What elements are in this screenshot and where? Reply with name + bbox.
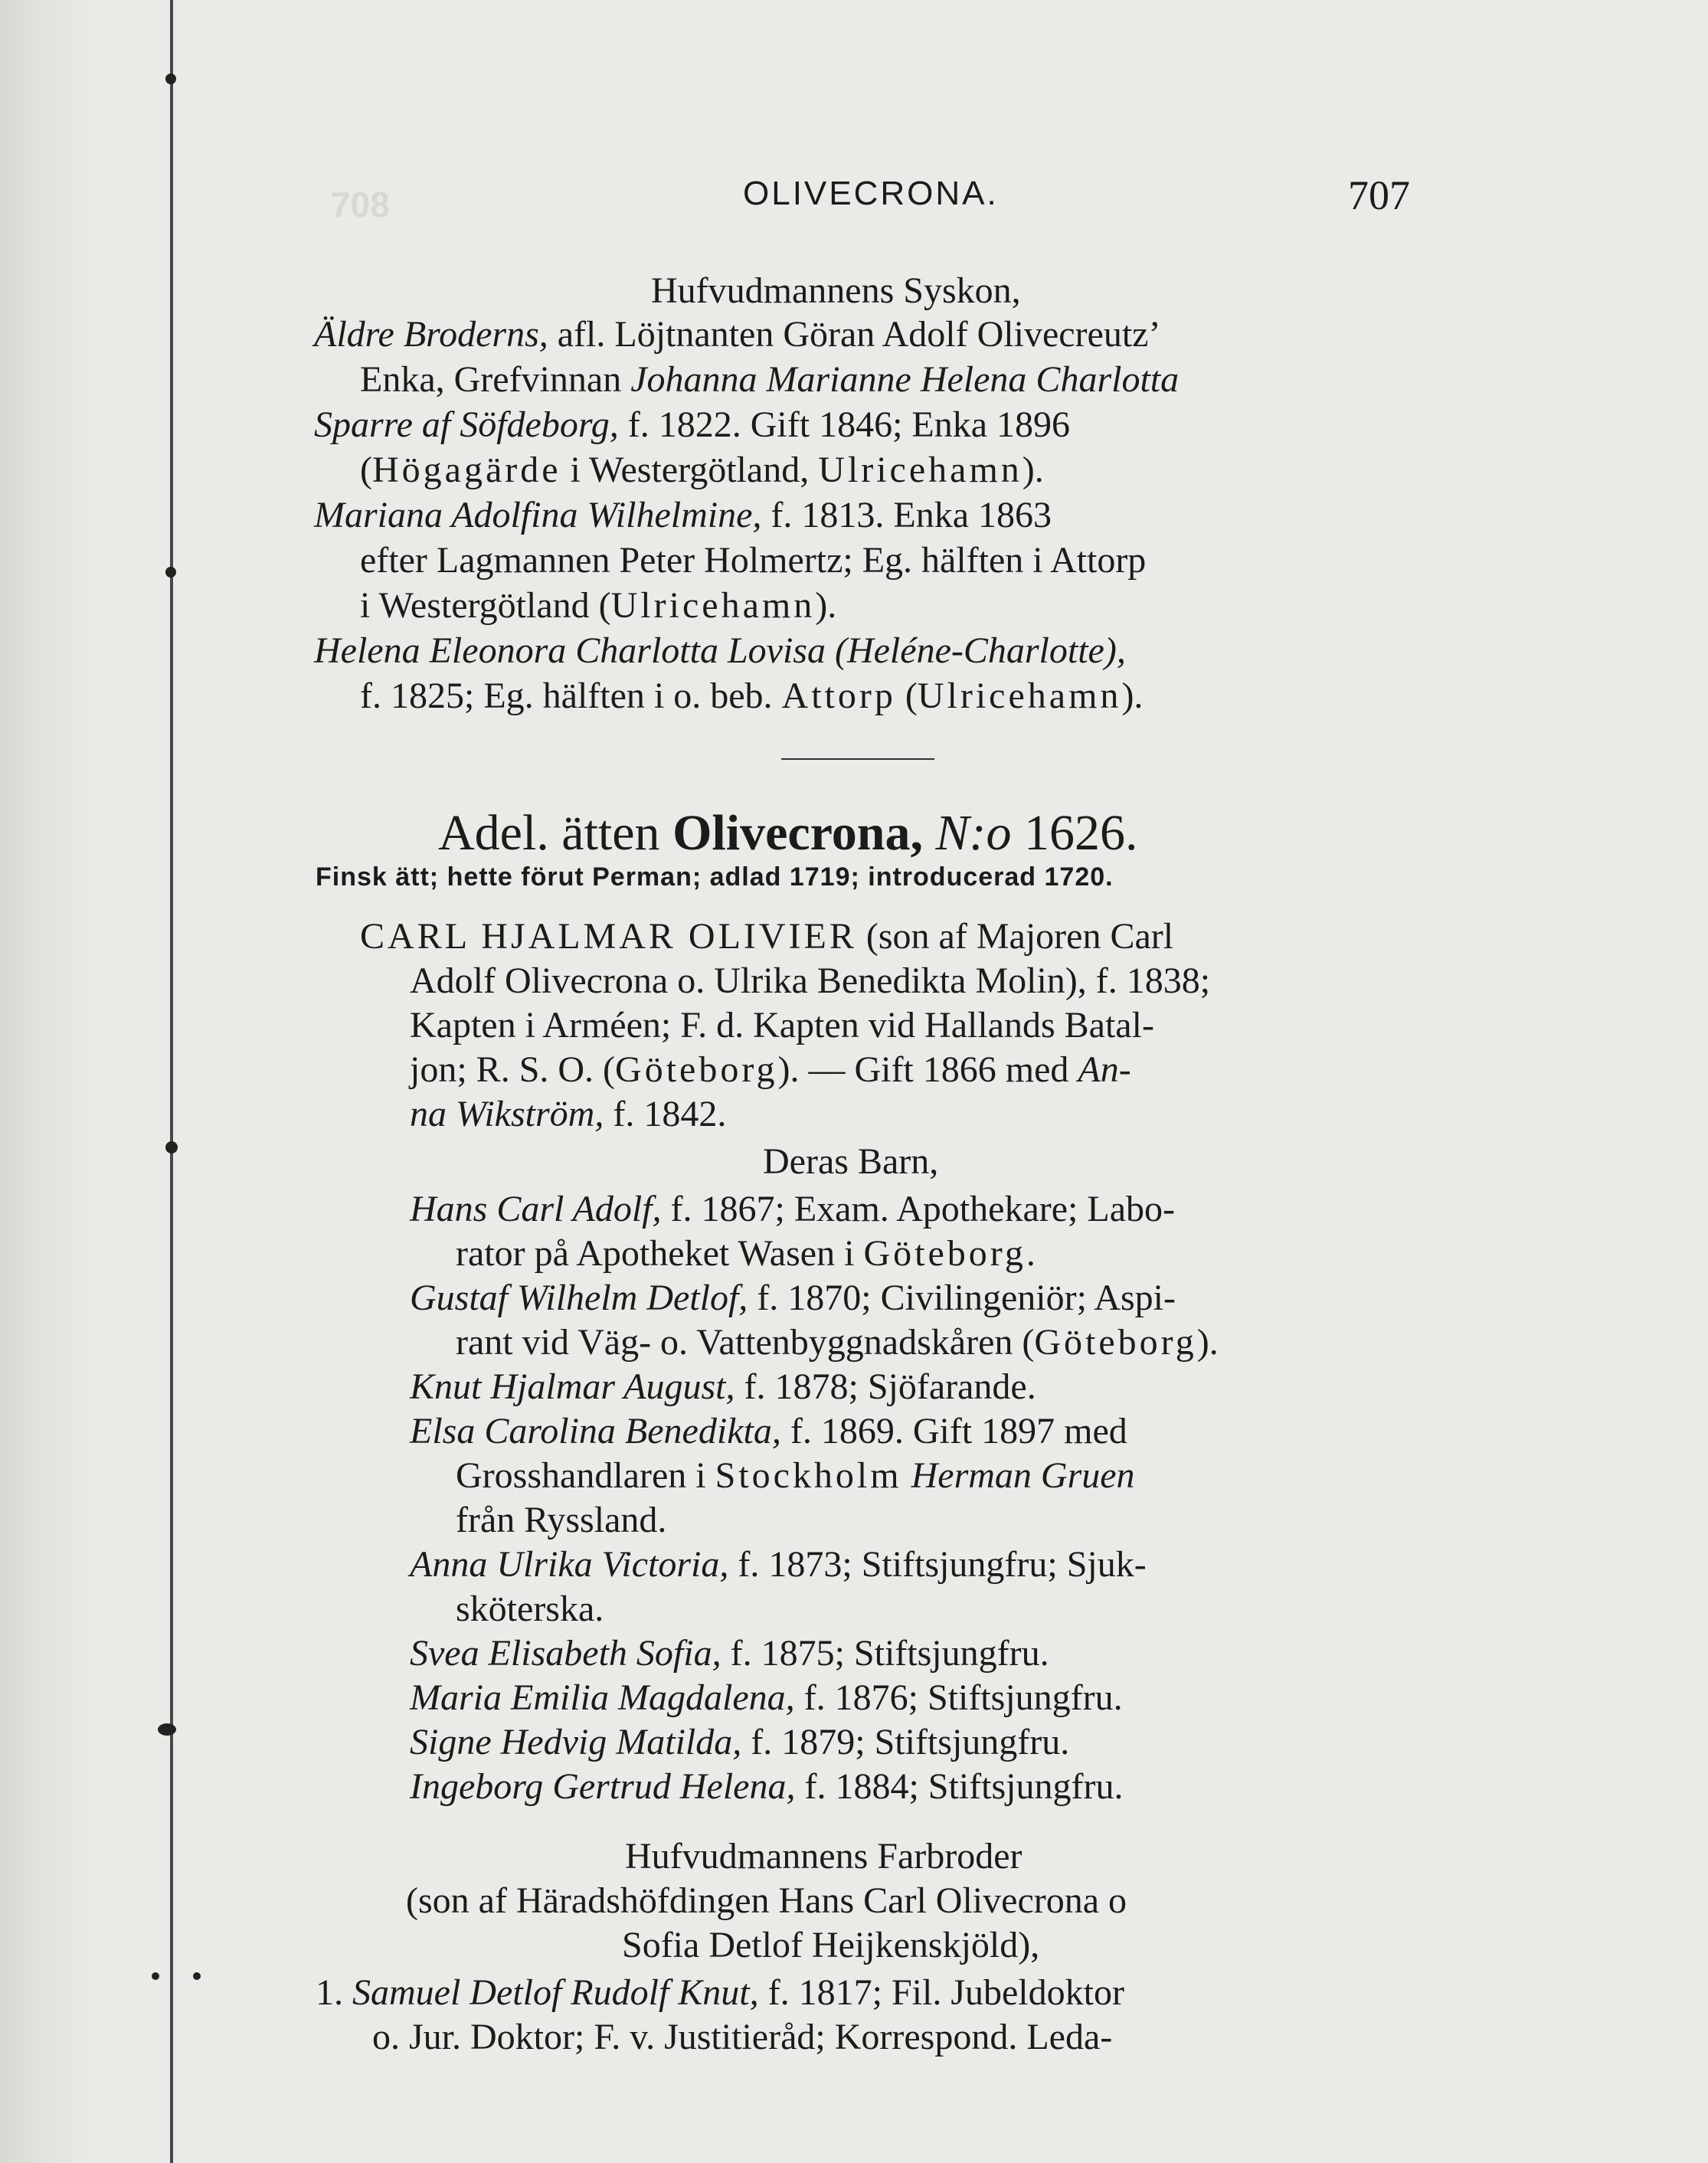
- house-title: [438, 804, 1137, 862]
- page-edge: [0, 0, 100, 2163]
- text-run: Enka, Grefvinnan: [360, 359, 631, 400]
- house-prefix: Adel. ätten: [438, 805, 673, 861]
- text-run: Göteborg: [863, 1233, 1026, 1274]
- child-entry-line: [410, 1280, 1176, 1317]
- edge-mark: [165, 567, 176, 578]
- child-entry-line: [456, 1324, 1219, 1361]
- house-number: 1626.: [1023, 805, 1138, 861]
- edge-mark: [152, 1972, 159, 1980]
- child-entry-line: [410, 1724, 1069, 1761]
- section-heading: Sofia Detlof Heijkenskjöld),: [622, 1925, 1040, 1965]
- child-entry-line: [410, 1546, 1147, 1583]
- child-entry-line: [410, 1677, 1123, 1718]
- child-entry-line: [410, 1366, 1036, 1407]
- child-entry-line: [456, 1455, 1135, 1496]
- entry-line: [360, 359, 1180, 400]
- text-run: (son af Majoren Carl: [856, 916, 1174, 957]
- house-name: Olivecrona,: [672, 805, 923, 861]
- section-heading: Hufvudmannens Syskon,: [651, 270, 1021, 311]
- text-run: f. 1878; Sjöfarande.: [735, 1366, 1036, 1407]
- entry-line: [360, 542, 1146, 579]
- text-run: o. Jur. Doktor; F. v. Justitieråd; Korrespond. Leda-: [372, 2017, 1113, 2057]
- text-run: Samuel Detlof Rudolf Knut,: [352, 1972, 759, 2013]
- text-run: ).: [815, 585, 837, 626]
- child-entry-line: [456, 1502, 666, 1539]
- text-run: Göteborg: [1034, 1322, 1197, 1363]
- entry-line: [410, 1007, 1154, 1044]
- text-run: i Westergötland,: [561, 450, 819, 490]
- bleed-through-page-number: 708: [331, 185, 390, 224]
- entry-line: [360, 678, 1143, 715]
- text-run: afl. Löjtnanten Göran Adolf Olivecreutz’: [548, 314, 1161, 355]
- entry-line: [360, 452, 1044, 489]
- text-run: f. 1869. Gift 1897 med: [780, 1411, 1127, 1451]
- text-run: Stockholm: [715, 1455, 902, 1496]
- text-run: f. 1884; Stiftsjungfru.: [795, 1766, 1124, 1807]
- text-run: Johanna Marianne Helena Charlotta: [630, 359, 1180, 400]
- text-run: Kapten i Arméen; F. d. Kapten vid Hallands Batal-: [410, 1005, 1154, 1046]
- text-run: (: [360, 450, 372, 490]
- child-entry-line: [410, 1635, 1049, 1672]
- text-run: Ulricehamn: [818, 450, 1023, 490]
- text-run: Elsa Carolina Benedikta,: [410, 1411, 781, 1451]
- text-run: f. 1867; Exam. Apothekare; Labo-: [661, 1189, 1175, 1229]
- text-run: f. 1825; Eg. hälften i o. beb.: [360, 676, 782, 716]
- text-run: Helena Eleonora Charlotta Lovisa (Heléne-Charlotte),: [314, 630, 1126, 671]
- text-run: ).: [1196, 1322, 1219, 1363]
- text-run: Signe Hedvig Matilda,: [410, 1722, 742, 1762]
- text-run: Herman Gruen: [911, 1455, 1135, 1496]
- text-run: Maria Emilia Magdalena,: [410, 1677, 795, 1718]
- section-heading: (son af Häradshöfdingen Hans Carl Olivecrona o: [406, 1880, 1127, 1921]
- text-run: [902, 1455, 911, 1496]
- text-run: ). — Gift 1866 med: [777, 1049, 1078, 1090]
- text-run: i Westergötland (: [360, 585, 611, 626]
- house-subtitle: Finsk ätt; hette förut Perman; adlad 1719; introducerad 1720.: [316, 862, 1114, 892]
- child-entry-line: [410, 1191, 1175, 1228]
- text-run: 1.: [316, 1972, 352, 2013]
- edge-mark: [193, 1972, 201, 1980]
- entry-line: [314, 316, 1160, 353]
- text-run: An-: [1078, 1049, 1131, 1090]
- child-entry-line: [410, 1766, 1124, 1807]
- binding-line: [170, 0, 173, 2163]
- child-entry-line: [410, 1413, 1127, 1450]
- text-run: f. 1822. Gift 1846; Enka 1896: [618, 404, 1071, 445]
- child-entry-line: [456, 1235, 1036, 1272]
- section-heading: Hufvudmannens Farbroder: [625, 1836, 1023, 1877]
- text-run: Hans Carl Adolf,: [410, 1189, 662, 1229]
- text-run: rant vid Väg- o. Vattenbyggnadskåren (: [456, 1322, 1035, 1363]
- text-run: f. 1817; Fil. Jubeldoktor: [758, 1972, 1124, 2013]
- text-run: Göteborg: [615, 1049, 778, 1090]
- house-number-label: N:o: [935, 805, 1012, 861]
- text-run: f. 1876; Stiftsjungfru.: [794, 1677, 1123, 1718]
- entry-line: [410, 960, 1211, 1001]
- text-run: na Wikström,: [410, 1094, 604, 1134]
- entry-line: [316, 1972, 1124, 2013]
- text-run: (: [895, 676, 918, 716]
- text-run: Knut Hjalmar August,: [410, 1366, 735, 1407]
- text-run: f. 1875; Stiftsjungfru.: [721, 1633, 1049, 1674]
- text-run: f. 1870; Civilingeniör; Aspi-: [748, 1278, 1176, 1318]
- edge-mark: [158, 1723, 176, 1736]
- entry-line: [314, 630, 1126, 671]
- edge-mark: [165, 74, 176, 84]
- running-head: OLIVECRONA.: [743, 175, 999, 212]
- text-run: Svea Elisabeth Sofia,: [410, 1633, 721, 1674]
- entry-line: [372, 2019, 1112, 2056]
- text-run: Anna Ulrika Victoria,: [410, 1544, 729, 1585]
- text-run: Attorp: [781, 676, 896, 716]
- text-run: jon; R. S. O. (: [410, 1049, 616, 1090]
- entry-line: [410, 1049, 1131, 1090]
- text-run: CARL HJALMAR OLIVIER: [360, 916, 857, 957]
- text-run: rator på Apotheket Wasen i: [456, 1233, 864, 1274]
- text-run: Ingeborg Gertrud Helena,: [410, 1766, 796, 1807]
- text-run: från Ryssland.: [456, 1500, 667, 1540]
- text-run: sköterska.: [456, 1589, 604, 1629]
- text-run: Ulricehamn: [917, 676, 1122, 716]
- entry-line: [314, 497, 1052, 534]
- text-run: ).: [1121, 676, 1144, 716]
- text-run: Grosshandlaren i: [456, 1455, 715, 1496]
- text-run: .: [1026, 1233, 1036, 1274]
- text-run: Ulricehamn: [610, 585, 816, 626]
- entry-line: [360, 918, 1173, 955]
- children-heading: Deras Barn,: [763, 1141, 939, 1182]
- child-entry-line: [456, 1591, 604, 1628]
- edge-mark: [165, 1141, 178, 1153]
- text-run: ).: [1022, 450, 1044, 490]
- text-run: f. 1842.: [604, 1094, 727, 1134]
- entry-line: [360, 587, 836, 624]
- text-run: Sparre af Söfdeborg,: [314, 404, 619, 445]
- entry-line: [410, 1096, 726, 1133]
- text-run: Mariana Adolfina Wilhelmine,: [314, 495, 762, 535]
- text-run: Högagärde: [371, 450, 561, 490]
- entry-line: [314, 404, 1071, 445]
- page-number: 707: [1348, 172, 1410, 218]
- text-run: Äldre Broderns,: [314, 314, 548, 355]
- text-run: f. 1813. Enka 1863: [761, 495, 1052, 535]
- section-divider: [781, 758, 934, 760]
- text-run: f. 1873; Stiftsjungfru; Sjuk-: [728, 1544, 1147, 1585]
- text-run: efter Lagmannen Peter Holmertz; Eg. hälften i Attorp: [360, 540, 1147, 581]
- text-run: Gustaf Wilhelm Detlof,: [410, 1278, 748, 1318]
- text-run: Adolf Olivecrona o. Ulrika Benedikta Molin), f. 1838;: [410, 960, 1211, 1001]
- text-run: f. 1879; Stiftsjungfru.: [741, 1722, 1070, 1762]
